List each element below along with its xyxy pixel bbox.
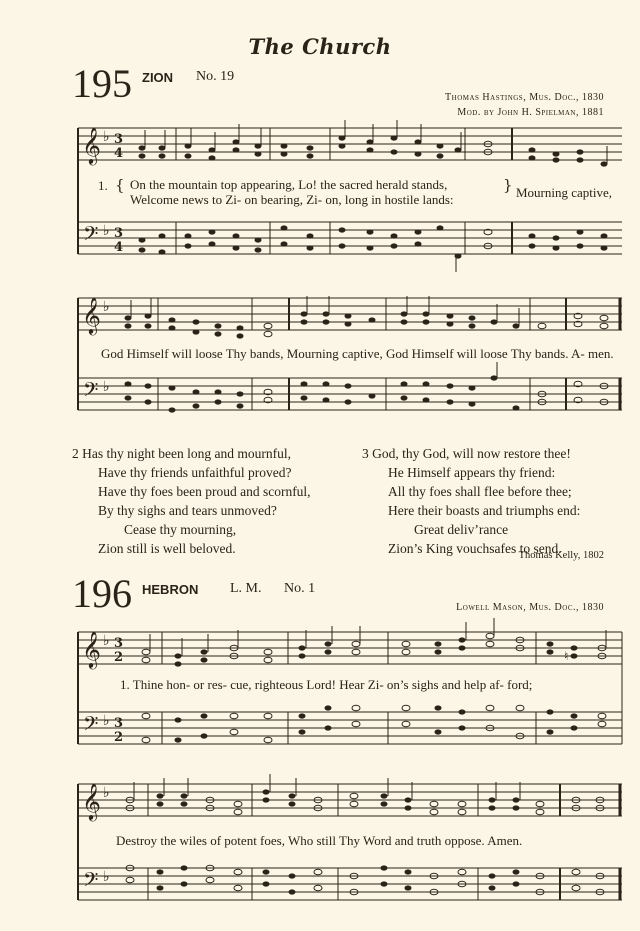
hymn-number-195: 195 (72, 61, 132, 106)
verse-3-line-3: All thy foes shall flee before thee; (388, 484, 572, 499)
flat-icon: ♭ (103, 379, 110, 395)
lyric-195-line-2: God Himself will loose Thy bands, Mourning captive, God Himself will loose Thy bands. A- men. (101, 346, 614, 361)
svg-text:3: 3 (114, 636, 124, 651)
tune-name-zion: ZION (142, 70, 174, 85)
flat-icon: ♭ (103, 713, 110, 729)
verse-2-line-6: Zion still is well beloved. (98, 541, 236, 556)
verse-2-line-4: By thy sighs and tears unmoved? (98, 503, 277, 518)
bass-clef-icon: 𝄢 (83, 712, 99, 740)
lyric-196-line-1: 1. Thine hon- or res- cue, righteous Lord! Hear Zi- on’s sighs and help af- ford; (120, 677, 533, 692)
treble-clef-icon: 𝄞 (82, 296, 101, 334)
treble-clef-icon: 𝄞 (82, 630, 101, 668)
verse-1-label: 1. (98, 178, 108, 193)
bass-clef-icon: 𝄢 (83, 868, 99, 896)
svg-text:4: 4 (114, 146, 124, 161)
svg-text:3: 3 (114, 226, 124, 241)
verse-2-line-5: Cease thy mourning, (124, 522, 237, 537)
verse-3-line-1: 3 God, thy God, will now restore thee! (362, 446, 571, 461)
lyric-195-line-1c: Mourning captive, (516, 185, 613, 200)
lyric-196-line-2: Destroy the wiles of potent foes, Who still Thy Word and truth oppose. Amen. (116, 833, 523, 848)
svg-text:2: 2 (114, 650, 124, 665)
verse-3-line-2: He Himself appears thy friend: (388, 465, 556, 480)
flat-icon: ♭ (103, 129, 110, 145)
flat-icon: ♭ (103, 223, 110, 239)
verse-3-line-5: Great deliv’rance (414, 522, 509, 537)
hymn-number-196: 196 (72, 571, 132, 616)
flat-icon: ♭ (103, 785, 110, 801)
flat-icon: ♭ (103, 869, 110, 885)
verse-2-line-1: 2 Has thy night been long and mournful, (72, 446, 291, 461)
svg-text:2: 2 (114, 730, 124, 745)
sharp-icon: ♮ (564, 649, 569, 663)
flat-icon: ♭ (103, 633, 110, 649)
brace-left: { (115, 176, 125, 194)
treble-clef-icon: 𝄞 (82, 126, 101, 164)
svg-text:3: 3 (114, 132, 124, 147)
verse-3-line-4: Here their boasts and triumphs end: (388, 503, 581, 518)
bass-clef-icon: 𝄢 (83, 222, 99, 250)
tune-name-hebron: HEBRON (142, 582, 199, 597)
verse-2-line-2: Have thy friends unfaithful proved? (98, 465, 292, 480)
lyric-195-line-1a: On the mountain top appearing, Lo! the sacred herald stands, (130, 177, 448, 192)
verse-3-line-6: Zion’s King vouchsafes to send. (388, 541, 562, 556)
brace-right: } (503, 176, 513, 194)
composer-195: Thomas Hastings, Mus. Doc., 1830 (445, 92, 604, 103)
arranger-195: Mod. by John H. Spielman, 1881 (457, 107, 604, 118)
flat-icon: ♭ (103, 299, 110, 315)
verse-2-line-3: Have thy foes been proud and scornful, (98, 484, 311, 499)
treble-clef-icon: 𝄞 (82, 782, 101, 820)
meter-196: L. M. (230, 581, 262, 596)
svg-text:3: 3 (114, 716, 124, 731)
running-head: The Church (248, 34, 392, 59)
bass-clef-icon: 𝄢 (83, 378, 99, 406)
tune-number-195: No. 19 (196, 69, 235, 84)
svg-text:4: 4 (114, 240, 124, 255)
lyric-195-line-1b: Welcome news to Zi- on bearing, Zi- on, long in hostile lands: (130, 192, 454, 207)
composer-196: Lowell Mason, Mus. Doc., 1830 (456, 602, 604, 613)
tune-number-196: No. 1 (284, 581, 316, 596)
author-195: Thomas Kelly, 1802 (518, 550, 604, 561)
